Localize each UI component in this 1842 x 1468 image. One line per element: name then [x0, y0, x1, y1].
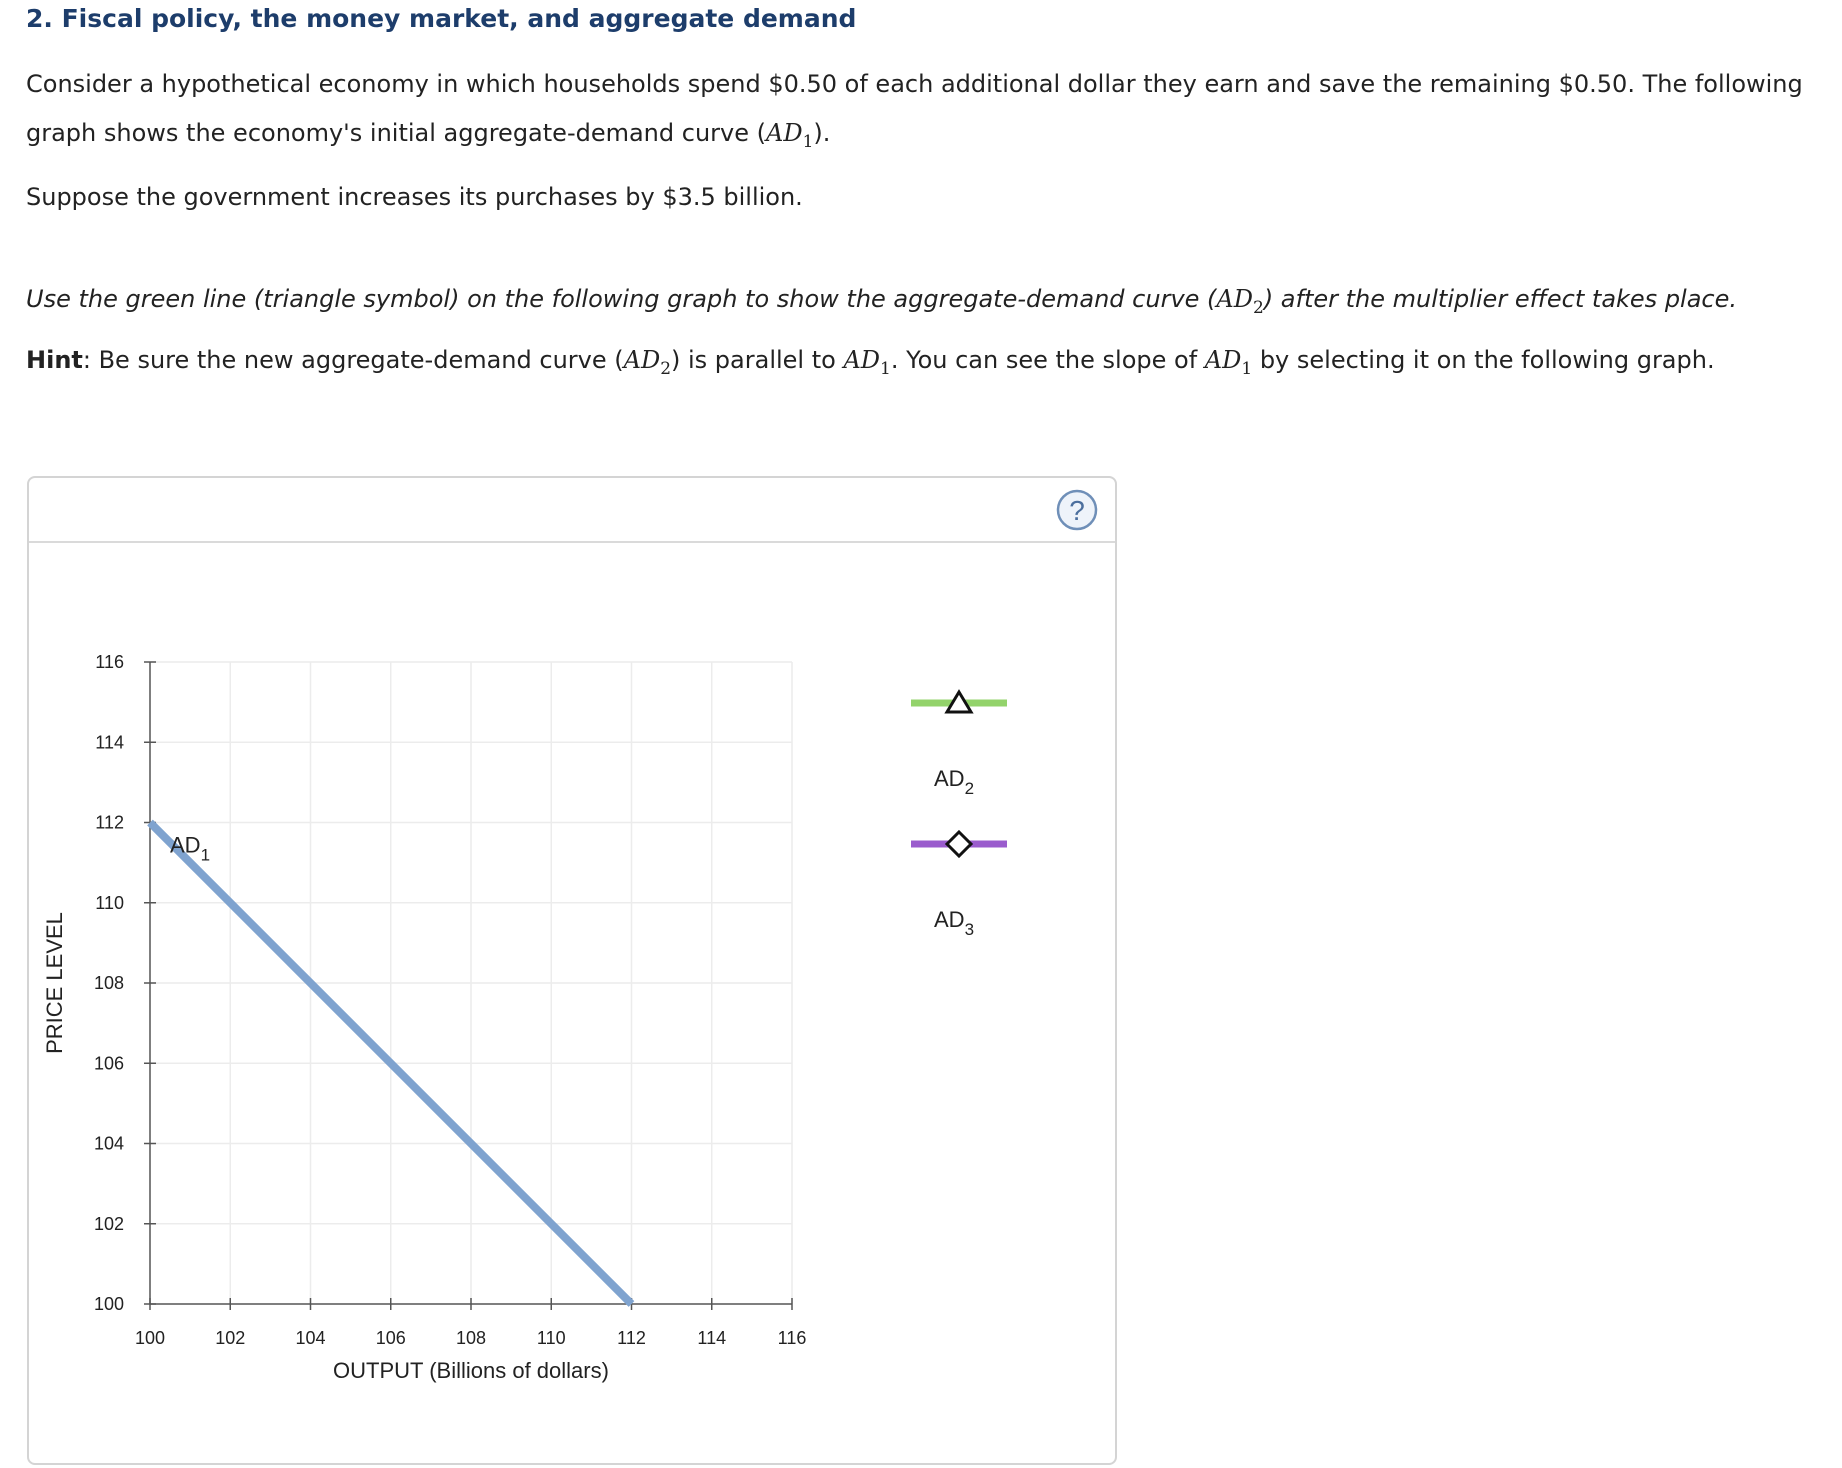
instruction-text: Use the green line (triangle symbol) on the following graph to show the aggregate-demand curve $(AD_2)$ after the multiplier effect takes place. — [26, 285, 1738, 318]
x-tick-label: 114 — [697, 1328, 727, 1348]
intro-text: graph shows the economy's initial aggregate-demand curve ( — [26, 119, 766, 147]
ad2-symbol: $AD_2$ — [623, 346, 672, 379]
y-tick-label: 110 — [95, 892, 124, 913]
intro-line-1: Consider a hypothetical economy in which households spend $0.50 of each additional dollar they earn and save the remaining $0.50. The following — [26, 70, 1803, 98]
x-tick-label: 102 — [215, 1328, 246, 1348]
y-tick-label: 100 — [93, 1294, 124, 1314]
ad1-symbol: $AD_1$ — [1204, 346, 1253, 379]
x-tick-label: 112 — [617, 1328, 646, 1348]
y-tick-label: 112 — [95, 812, 124, 833]
y-tick-label: 104 — [93, 1133, 124, 1154]
x-tick-label: 106 — [375, 1328, 406, 1348]
y-tick-label: 108 — [93, 973, 124, 993]
ad1-symbol: $AD_1$ — [843, 346, 891, 379]
ad1-curve-label: $AD_1$ — [170, 832, 211, 865]
x-tick-label: 100 — [134, 1328, 166, 1348]
graph-panel — [27, 476, 1117, 1465]
svg-text:?: ? — [1069, 495, 1085, 526]
intro-line-2: graph shows the economy's initial aggregate-demand curve $(AD_1)$. — [26, 119, 831, 152]
x-tick-label: 104 — [295, 1328, 326, 1348]
x-axis-label: OUTPUT (Billions of dollars) — [333, 1358, 609, 1383]
hint-text: Hint: Be sure the new aggregate-demand curve $(AD_2)$ is parallel to $AD_1$. You can see the slope of $AD_1$ by selecting it on the following graph. — [26, 346, 1715, 379]
legend-ad3-label: $AD_3$ — [934, 907, 975, 939]
x-tick-label: 108 — [455, 1328, 487, 1348]
legend-ad2-label: $AD_2$ — [934, 766, 975, 798]
y-tick-label: 106 — [93, 1053, 124, 1074]
scenario-text: Suppose the government increases its purchases by $3.5 billion. — [26, 183, 803, 211]
ad1-symbol: $AD_1$ — [766, 119, 814, 152]
y-tick-label: 102 — [93, 1213, 124, 1234]
y-tick-label: 116 — [95, 652, 124, 672]
x-tick-label: 110 — [536, 1328, 566, 1348]
diamond-marker-icon[interactable] — [947, 832, 971, 856]
y-tick-label: 114 — [95, 732, 124, 753]
y-axis-label: PRICE LEVEL — [42, 912, 67, 1054]
hint-label: Hint — [26, 346, 83, 374]
page-title: 2. Fiscal policy, the money market, and aggregate demand — [26, 4, 857, 33]
x-tick-label: 116 — [777, 1328, 807, 1348]
ad-graph[interactable] — [29, 478, 1115, 1463]
ad2-symbol: $AD_2$ — [1216, 285, 1264, 318]
intro-paragraph — [26, 60, 1826, 167]
